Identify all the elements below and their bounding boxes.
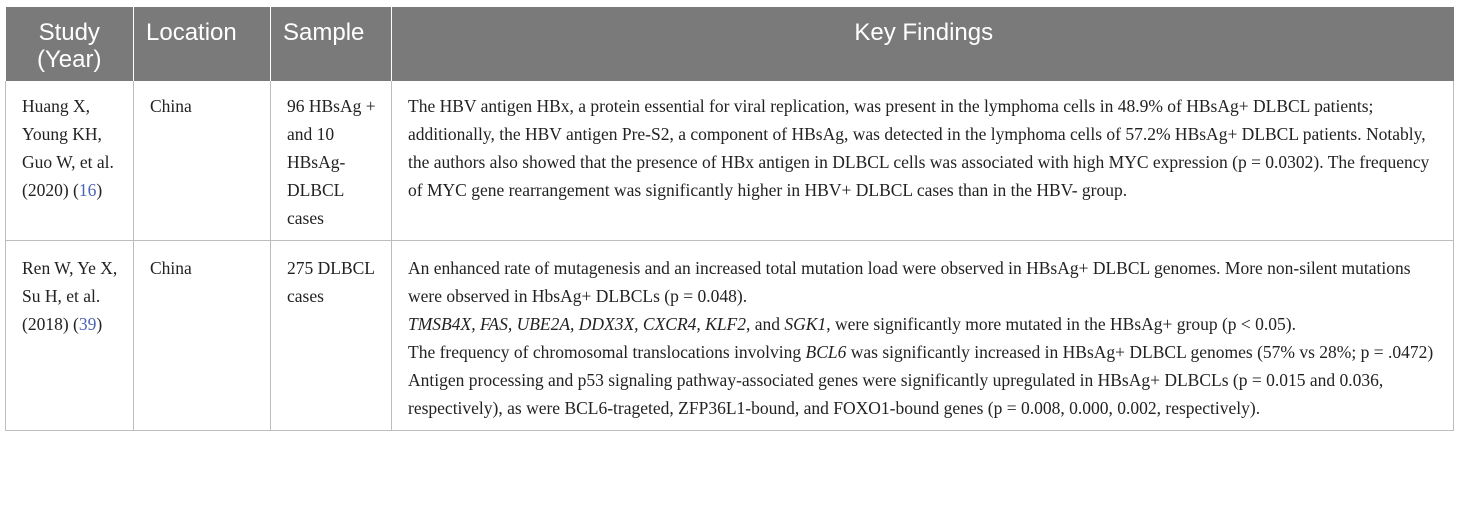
- finding-mutated-genes: [408, 310, 1443, 338]
- cell-findings: [392, 241, 1454, 431]
- cell-findings: The HBV antigen HBx, a protein essential for viral replication, was present in the lymphoma cells in 48.9% of HBsAg+ DLBCL patients; additionally, the HBV antigen Pre-S2, a component of HBsAg, was detected in the lymphoma cells of 57.2% HBsAg+ DLBCL patients. Notably, the authors also showed that the presence of HBx antigen in DLBCL cells was associated with high MYC expression (p = 0.0302). The frequency of MYC gene rearrangement was significantly higher in HBV+ DLBCL cases than in the HBV- group.: [392, 81, 1454, 241]
- table-header: [6, 7, 1454, 81]
- cell-sample: 275 DLBCL cases: [271, 241, 392, 431]
- header-study: [6, 7, 134, 81]
- key-findings-table: [5, 7, 1454, 431]
- translocation-pre: The frequency of chromosomal translocations involving: [408, 342, 806, 362]
- table-body: [6, 81, 1454, 431]
- finding-mutation-load: An enhanced rate of mutagenesis and an increased total mutation load were observed in HBsAg+ DLBCL genomes. More non-silent mutations were observed in HbsAg+ DLBCLs (p = 0.048).: [408, 258, 1411, 306]
- cell-location: China: [134, 81, 271, 241]
- header-key-findings: Key Findings: [392, 7, 1454, 81]
- table-container: [5, 7, 1453, 431]
- header-row: [6, 7, 1454, 81]
- study-close: ): [96, 314, 103, 334]
- study-close: ): [96, 180, 103, 200]
- translocation-post: was significantly increased in HBsAg+ DLBCL genomes (57% vs 28%; p = .0472): [846, 342, 1434, 362]
- finding-translocations: [408, 338, 1443, 366]
- study-text: Huang X, Young KH, Guo W, et al. (2020) (: [22, 96, 114, 200]
- finding-pathways: Antigen processing and p53 signaling pathway-associated genes were significantly upregulated in HBsAg+ DLBCLs (p = 0.015 and 0.036, respectively), as were BCL6-trageted, ZFP36L1-bound, and FOXO1-bound genes (p = 0.008, 0.000, 0.002, respectively).: [408, 370, 1384, 418]
- cell-location: China: [134, 241, 271, 431]
- table-row: [6, 241, 1454, 431]
- gene-bcl6: BCL6: [805, 342, 847, 362]
- gene-list: TMSB4X, FAS, UBE2A, DDX3X, CXCR4, KLF2: [408, 314, 746, 334]
- header-study-line2: (Year): [37, 46, 102, 73]
- study-text: Ren W, Ye X, Su H, et al. (2018) (: [22, 258, 118, 334]
- cell-sample: 96 HBsAg + and 10 HBsAg- DLBCL cases: [271, 81, 392, 241]
- table-row: [6, 81, 1454, 241]
- gene-list-and: , and: [746, 314, 785, 334]
- header-sample: Sample: [271, 7, 392, 81]
- header-location: Location: [134, 7, 271, 81]
- gene-sgk1: SGK1: [784, 314, 827, 334]
- header-study-line1: Study: [38, 19, 100, 46]
- cell-study: [6, 241, 134, 431]
- cell-study: [6, 81, 134, 241]
- gene-list-rest: , were significantly more mutated in the HBsAg+ group (p < 0.05).: [826, 314, 1297, 334]
- reference-link[interactable]: 16: [78, 180, 97, 200]
- reference-link[interactable]: 39: [78, 314, 97, 334]
